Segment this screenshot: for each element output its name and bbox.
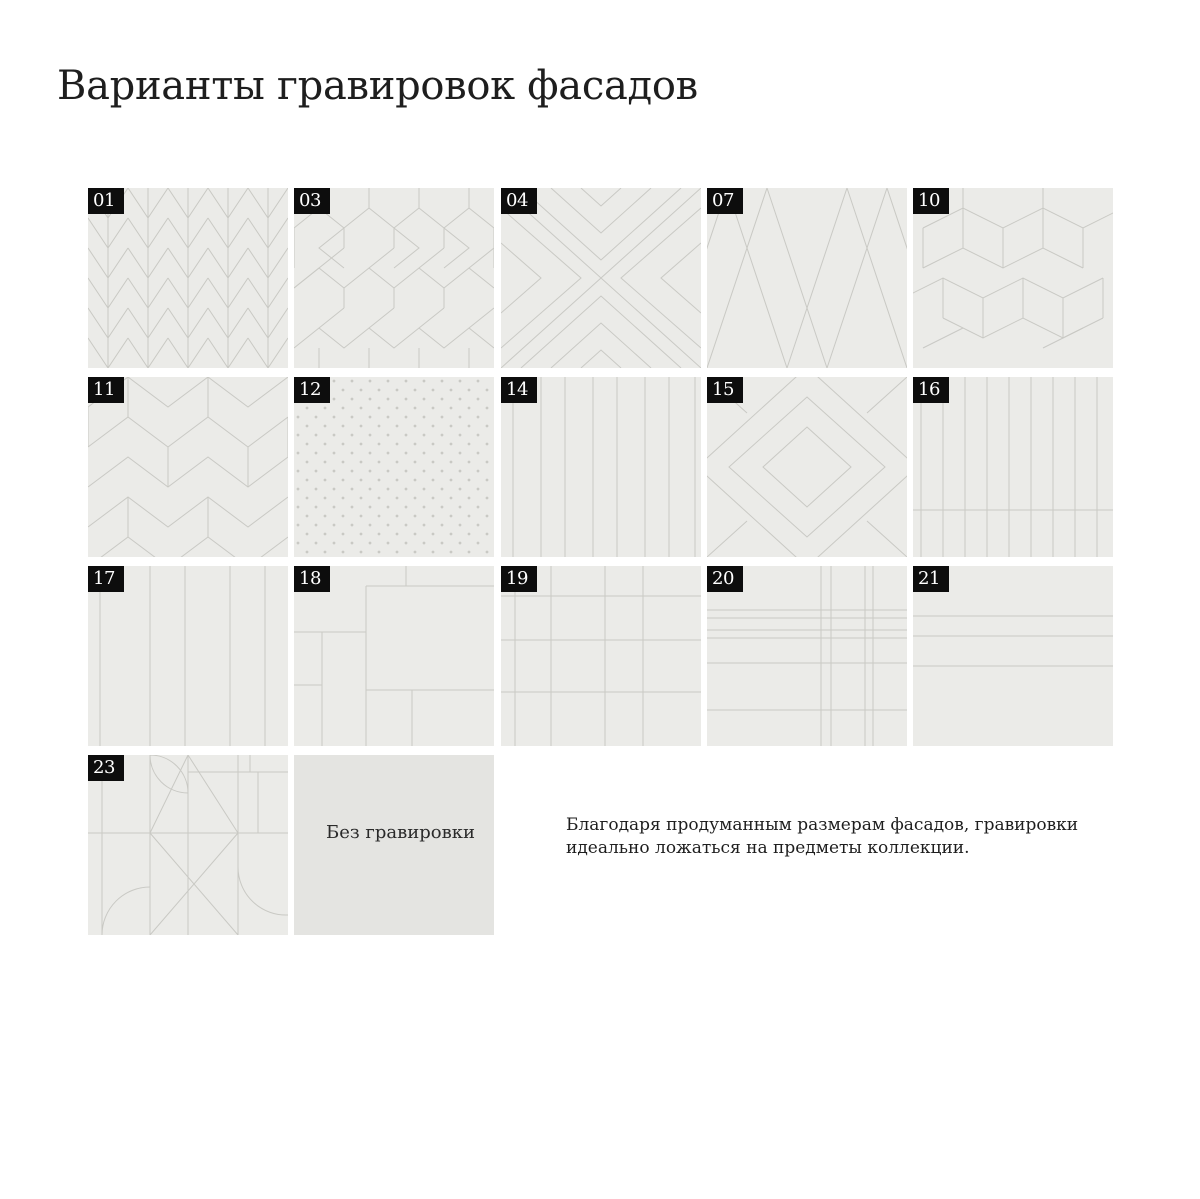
- tile-number-badge: 16: [913, 377, 949, 403]
- cube-pattern: [913, 188, 1113, 368]
- horizontal-pattern: [913, 566, 1113, 746]
- engraving-tile-20[interactable]: [707, 566, 907, 746]
- star-pattern: [294, 188, 494, 368]
- vertical-dense-pattern: [501, 377, 701, 557]
- engraving-tile-16[interactable]: [913, 377, 1113, 557]
- no-engraving-tile[interactable]: [294, 755, 494, 935]
- tile-number-badge: 21: [913, 566, 949, 592]
- tile-number-badge: 10: [913, 188, 949, 214]
- engraving-tile-04[interactable]: [501, 188, 701, 368]
- page-title: Варианты гравировок фасадов: [57, 63, 698, 109]
- geometric-pattern: [88, 755, 288, 935]
- engraving-tile-21[interactable]: [913, 566, 1113, 746]
- tile-number-badge: 07: [707, 188, 743, 214]
- engraving-tile-23[interactable]: [88, 755, 288, 935]
- blocks-pattern: [294, 566, 494, 746]
- tile-number-badge: 23: [88, 755, 124, 781]
- cross-pattern: [501, 188, 701, 368]
- vertical-wide-pattern: [88, 566, 288, 746]
- engraving-tile-19[interactable]: [501, 566, 701, 746]
- description-text: Благодаря продуманным размерам фасадов, гравировки идеально ложаться на предметы коллекции.: [566, 815, 1079, 858]
- tile-number-badge: 04: [501, 188, 537, 214]
- dots-pattern: [294, 377, 494, 557]
- no-engraving-label: Без гравировки: [326, 822, 475, 843]
- zigzag-pattern: [88, 377, 288, 557]
- engraving-tile-17[interactable]: [88, 566, 288, 746]
- engraving-tile-03[interactable]: [294, 188, 494, 368]
- diamond-pattern: [707, 188, 907, 368]
- tile-number-badge: 03: [294, 188, 330, 214]
- engraving-tile-12[interactable]: [294, 377, 494, 557]
- engraving-tile-01[interactable]: [88, 188, 288, 368]
- engraving-tile-14[interactable]: [501, 377, 701, 557]
- tile-number-badge: 11: [88, 377, 124, 403]
- tile-number-badge: 19: [501, 566, 537, 592]
- tile-number-badge: 01: [88, 188, 124, 214]
- grid-pattern: [501, 566, 701, 746]
- tile-number-badge: 12: [294, 377, 330, 403]
- engraving-tile-10[interactable]: [913, 188, 1113, 368]
- tile-number-badge: 18: [294, 566, 330, 592]
- grid-vertical-pattern: [913, 377, 1113, 557]
- concentric-diamond-pattern: [707, 377, 907, 557]
- tile-number-badge: 17: [88, 566, 124, 592]
- engraving-tile-15[interactable]: [707, 377, 907, 557]
- engraving-tile-18[interactable]: [294, 566, 494, 746]
- plaid-pattern: [707, 566, 907, 746]
- engraving-tile-11[interactable]: [88, 377, 288, 557]
- tile-number-badge: 14: [501, 377, 537, 403]
- chevron-pattern: [88, 188, 288, 368]
- tile-number-badge: 15: [707, 377, 743, 403]
- tile-number-badge: 20: [707, 566, 743, 592]
- engraving-tile-07[interactable]: [707, 188, 907, 368]
